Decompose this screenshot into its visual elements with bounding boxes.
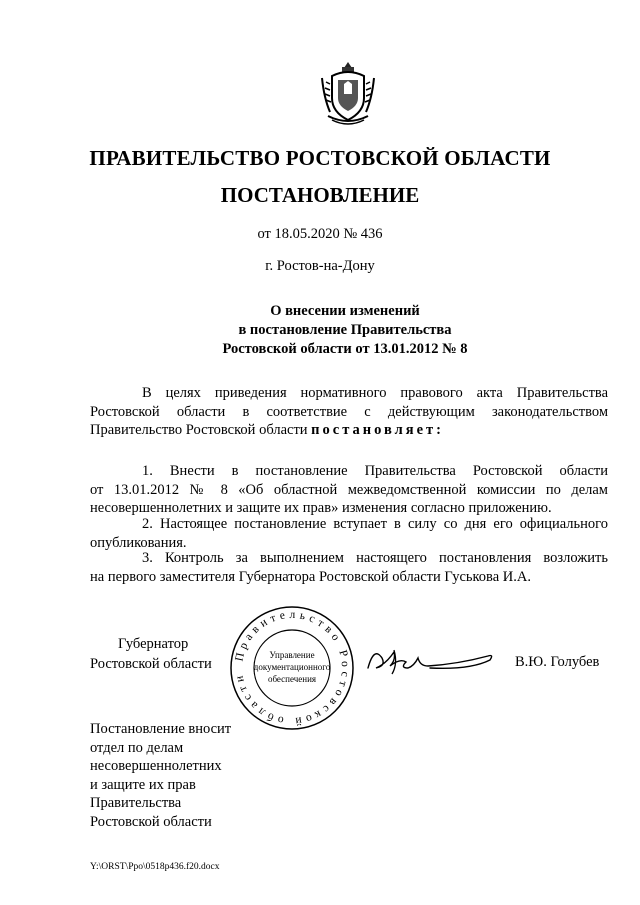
signatory-region: Ростовской области: [90, 656, 212, 672]
document-city: г. Ростов-на-Дону: [265, 258, 375, 274]
origin-note: [90, 720, 231, 831]
stamp-center-line: документационного: [253, 662, 331, 672]
paragraph-line: 1. Внести в постановление Правительства Ростовской области: [142, 463, 608, 479]
coat-of-arms-emblem: [318, 58, 378, 130]
paragraph-line: [90, 421, 608, 440]
signatory-name: В.Ю. Голубев: [515, 654, 600, 670]
file-path-footer: Y:\ORST\Ppo\0518p436.f20.docx: [90, 862, 220, 872]
paragraph-line: на первого заместителя Губернатора Ростовской области Гуськова И.А.: [90, 568, 531, 585]
stamp-ring-text: Правительство Ростовской области: [233, 608, 352, 728]
origin-line: Правительства: [90, 795, 182, 811]
origin-line: отдел по делам: [90, 739, 184, 756]
preamble-tail: Правительство Ростовской области: [90, 422, 312, 438]
item-3-paragraph: [90, 549, 608, 586]
stamp-center-line: Управление: [269, 650, 315, 660]
origin-line: Постановление вносит: [90, 721, 232, 737]
subject-line: Ростовской области от 13.01.2012 № 8: [222, 341, 468, 357]
document-date-number: от 18.05.2020 № 436: [257, 226, 383, 242]
paragraph-line: опубликования.: [90, 534, 187, 551]
paragraph-line: от 13.01.2012 № 8 «Об областной межведомственной комиссии по делам: [90, 481, 608, 498]
document-type: ПОСТАНОВЛЕНИЕ: [220, 183, 420, 207]
signatory-title: [90, 634, 212, 674]
paragraph-line: несовершеннолетних и защите их прав» изменения согласно приложению.: [90, 500, 552, 516]
document-subject: [0, 302, 640, 359]
paragraph-line: 3. Контроль за выполнением настоящего постановления возложить: [142, 550, 608, 566]
paragraph-line: Ростовской области в соответствие с действующим законодательством: [90, 403, 608, 420]
origin-line: и защите их прав: [90, 776, 196, 793]
organization-title: ПРАВИТЕЛЬСТВО РОСТОВСКОЙ ОБЛАСТИ: [89, 146, 551, 170]
paragraph-line: 2. Настоящее постановление вступает в силу со дня его официального: [142, 516, 608, 532]
subject-line: в постановление Правительства: [238, 322, 452, 338]
preamble-paragraph: [90, 384, 608, 440]
paragraph-line: В целях приведения нормативного правового акта Правительства: [142, 385, 608, 401]
decree-word: постановляет:: [311, 422, 445, 438]
handwritten-signature: [364, 640, 494, 680]
subject-line: О внесении изменений: [270, 303, 420, 319]
origin-line: несовершеннолетних: [90, 758, 222, 774]
item-1-paragraph: [90, 462, 608, 518]
origin-line: Ростовской области: [90, 813, 212, 830]
official-stamp: [228, 604, 356, 732]
signatory-position: Губернатор: [118, 636, 189, 652]
stamp-center-line: обеспечения: [267, 674, 317, 684]
item-2-paragraph: [90, 515, 608, 552]
